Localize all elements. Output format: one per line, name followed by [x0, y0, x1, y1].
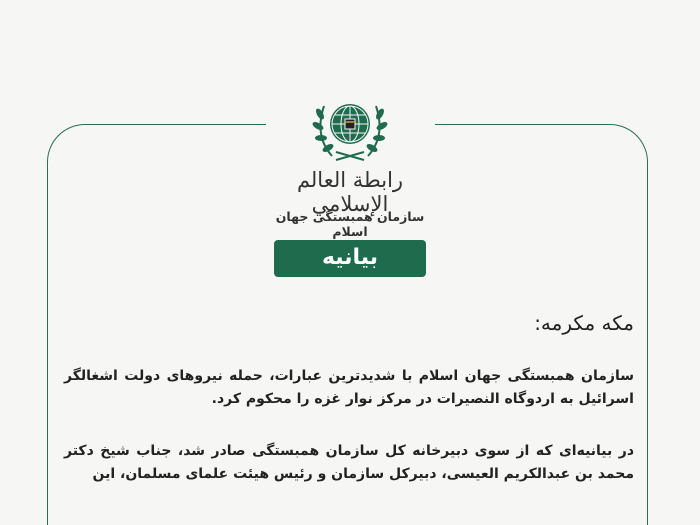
paragraph-2: در بیانیه‌ای که از سوی دبیرخانه کل سازمان همبستگی صادر شد، جناب شیخ دکتر محمد بن عبدالکریم العیسی، دبیرکل سازمان و رئیس هیئت علمای مسلمان، این [64, 443, 634, 482]
organization-name-arabic: رابطة العالم الإسلامي [296, 168, 404, 216]
document-type-banner: بیانیه [274, 240, 426, 277]
paragraph-1: سازمان همبستگی جهان اسلام با شدیدترین عبارات، حمله نیروهای دولت اشغالگر اسرائیل به اردوگاه النصیرات در مرکز نوار غزه را محکوم کرد. [64, 368, 634, 407]
salutation: مکه مکرمه: [534, 311, 634, 335]
organization-name-persian: سازمان همبستگی جهان اسلام [275, 209, 425, 239]
organization-emblem-icon [310, 86, 390, 166]
